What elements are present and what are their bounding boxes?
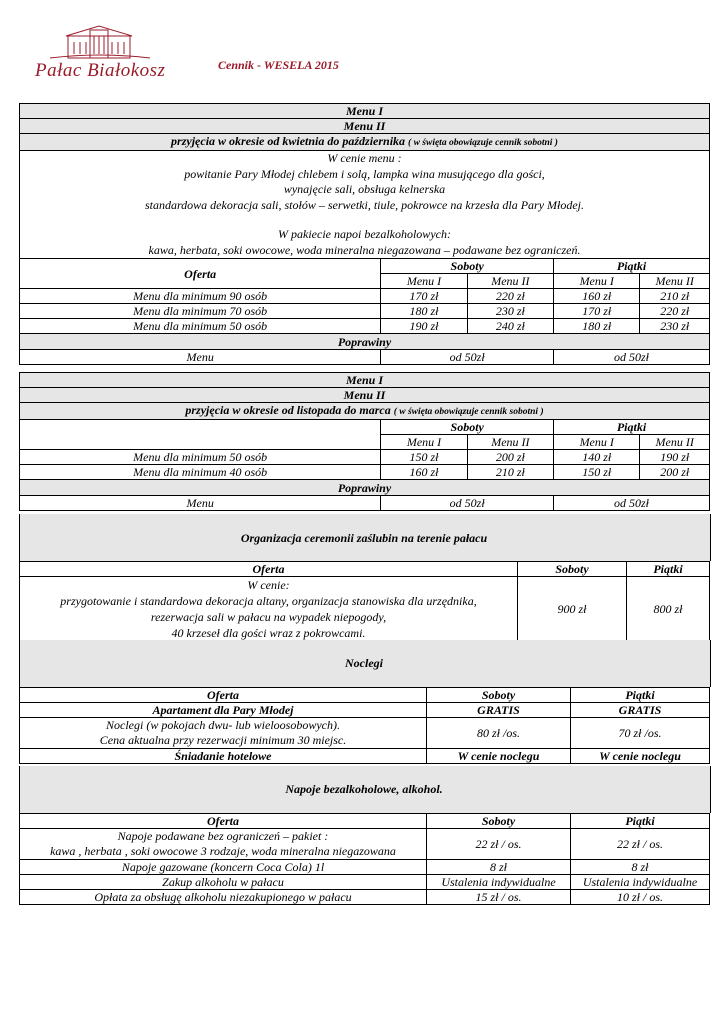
- row-label: Menu dla minimum 40 osób: [20, 465, 381, 480]
- price-cell: 230 zł: [640, 319, 710, 334]
- period-label: [20, 403, 710, 420]
- table-row: [20, 829, 710, 860]
- friday-header: Piątki: [554, 420, 710, 435]
- row-label: Menu dla minimum 50 osób: [20, 450, 381, 465]
- table-row: [20, 350, 710, 365]
- menu2-label: Menu II: [20, 388, 710, 403]
- offer-header: Oferta: [20, 562, 518, 577]
- price-cell: 210 zł: [467, 465, 553, 480]
- sub-header: Menu I: [381, 435, 467, 450]
- price-cell: 10 zł / os.: [571, 890, 710, 905]
- row-label: [20, 829, 427, 860]
- row-label: Zakup alkoholu w pałacu: [20, 875, 427, 890]
- label-line: Noclegi (w pokojach dwu- lub wieloosobowych).: [106, 718, 340, 732]
- price-cell: 160 zł: [381, 465, 467, 480]
- menu-spring-table: [19, 103, 710, 365]
- period-label: [20, 134, 710, 151]
- label-line: Cena aktualna przy rezerwacji minimum 30 miejsc.: [99, 733, 347, 747]
- menu1-label: Menu I: [20, 104, 710, 119]
- table-row: [20, 860, 710, 875]
- drinks-table: [19, 813, 710, 905]
- label-line: kawa , herbata , soki owocowe 3 rodzaje, woda mineralna niegazowana: [50, 844, 396, 858]
- lodging-table: [19, 687, 710, 764]
- price-cell: Ustalenia indywidualne: [571, 875, 710, 890]
- price-cell: 22 zł / os.: [427, 829, 571, 860]
- period-text: przyjęcia w okresie od listopada do marca: [185, 403, 391, 417]
- ceremony-table: [19, 561, 710, 642]
- price-cell: od 50zł: [554, 496, 710, 511]
- label-line: Napoje podawane bez ograniczeń – pakiet :: [117, 829, 329, 843]
- sub-header: Menu I: [554, 435, 640, 450]
- ceremony-title: Organizacja ceremonii zaślubin na terenie pałacu: [240, 531, 488, 545]
- price-cell: od 50zł: [554, 350, 710, 365]
- friday-header: Piątki: [571, 814, 710, 829]
- table-row: [20, 496, 710, 511]
- price-cell: 180 zł: [381, 304, 467, 319]
- row-label: Menu dla minimum 50 osób: [20, 319, 381, 334]
- table-row: [20, 875, 710, 890]
- offer-header: Oferta: [20, 814, 427, 829]
- price-cell: Ustalenia indywidualne: [427, 875, 571, 890]
- price-includes-line: wynajęcie sali, obsługa kelnerska: [283, 182, 446, 196]
- price-cell: 150 zł: [381, 450, 467, 465]
- price-cell: 22 zł / os.: [571, 829, 710, 860]
- sub-header: Menu I: [554, 274, 640, 289]
- table-row: [20, 465, 710, 480]
- lodging-title: Noclegi: [345, 656, 383, 670]
- price-cell: 190 zł: [381, 319, 467, 334]
- table-row: [20, 289, 710, 304]
- price-cell: 230 zł: [467, 304, 553, 319]
- price-cell: GRATIS: [571, 703, 710, 718]
- price-cell: 80 zł /os.: [427, 718, 571, 749]
- drinks-title: Napoje bezalkoholowe, alkohol.: [285, 782, 443, 796]
- drinks-title: W pakiecie napoi bezalkoholowych:: [278, 227, 451, 241]
- friday-header: Piątki: [554, 259, 710, 274]
- table-row: [20, 890, 710, 905]
- row-label: Śniadanie hotelowe: [20, 749, 427, 764]
- saturday-header: Soboty: [518, 562, 627, 577]
- menu-winter-table: [19, 372, 710, 511]
- price-cell: od 50zł: [381, 350, 554, 365]
- price-includes-block: [20, 151, 710, 259]
- price-cell: 900 zł: [518, 577, 627, 642]
- price-cell: GRATIS: [427, 703, 571, 718]
- price-cell: 170 zł: [381, 289, 467, 304]
- drinks-text: kawa, herbata, soki owocowe, woda mineralna niegazowana – podawane bez ograniczeń.: [148, 242, 581, 257]
- price-cell: 220 zł: [640, 304, 710, 319]
- price-cell: 200 zł: [467, 450, 553, 465]
- row-label: Apartament dla Pary Młodej: [20, 703, 427, 718]
- price-cell: 210 zł: [640, 289, 710, 304]
- sub-header: Menu II: [640, 435, 710, 450]
- price-includes-line: powitanie Pary Młodej chlebem i solą, lampka wina musującego dla gości,: [184, 166, 545, 181]
- poprawiny-header: Poprawiny: [20, 334, 710, 350]
- period-note: ( w święta obowiązuje cennik sobotni ): [393, 407, 544, 417]
- price-cell: 200 zł: [640, 465, 710, 480]
- saturday-header: Soboty: [381, 420, 554, 435]
- table-row: [20, 450, 710, 465]
- price-cell: 190 zł: [640, 450, 710, 465]
- document-title: Cennik - WESELA 2015: [218, 58, 339, 72]
- desc-line: W cenie:: [247, 578, 290, 592]
- logo-text: Pałac Białokosz: [35, 60, 166, 81]
- sub-header: Menu II: [467, 435, 553, 450]
- period-note: ( w święta obowiązuje cennik sobotni ): [408, 138, 558, 148]
- sub-header: Menu II: [467, 274, 553, 289]
- menu2-label: Menu II: [20, 119, 710, 134]
- sub-header: Menu I: [381, 274, 467, 289]
- row-label: Opłata za obsługę alkoholu niezakupionego w pałacu: [20, 890, 427, 905]
- price-cell: 800 zł: [627, 577, 710, 642]
- saturday-header: Soboty: [427, 814, 571, 829]
- price-cell: 15 zł / os.: [427, 890, 571, 905]
- table-row: [20, 319, 710, 334]
- row-label: Napoje gazowane (koncern Coca Cola) 1l: [20, 860, 427, 875]
- row-label: Menu: [20, 496, 381, 511]
- price-cell: 170 zł: [554, 304, 640, 319]
- poprawiny-header: Poprawiny: [20, 480, 710, 496]
- offer-header: Oferta: [20, 688, 427, 703]
- table-row: [20, 749, 710, 764]
- sub-header: Menu II: [640, 274, 710, 289]
- friday-header: Piątki: [571, 688, 710, 703]
- price-includes-line: standardowa dekoracja sali, stołów – serwetki, tiule, pokrowce na krzesła dla Pary Młodej.: [144, 197, 585, 212]
- price-cell: 160 zł: [554, 289, 640, 304]
- price-cell: 8 zł: [571, 860, 710, 875]
- row-label: Menu dla minimum 90 osób: [20, 289, 381, 304]
- price-cell: 180 zł: [554, 319, 640, 334]
- friday-header: Piątki: [627, 562, 710, 577]
- menu1-label: Menu I: [20, 373, 710, 388]
- price-includes-title: W cenie menu :: [327, 151, 402, 165]
- row-label: Menu dla minimum 70 osób: [20, 304, 381, 319]
- row-label: Menu: [20, 350, 381, 365]
- offer-header: Oferta: [20, 259, 381, 289]
- desc-line: przygotowanie i standardowa dekoracja altany, organizacja stanowiska dla urzędnika,: [60, 594, 477, 608]
- desc-line: 40 krzeseł dla gości wraz z pokrowcami.: [171, 626, 366, 640]
- saturday-header: Soboty: [427, 688, 571, 703]
- price-cell: W cenie noclegu: [427, 749, 571, 764]
- table-row: [20, 703, 710, 718]
- price-cell: 150 zł: [554, 465, 640, 480]
- period-text: przyjęcia w okresie od kwietnia do października: [171, 134, 406, 148]
- table-row: [20, 718, 710, 749]
- price-cell: W cenie noclegu: [571, 749, 710, 764]
- saturday-header: Soboty: [381, 259, 554, 274]
- row-label: [20, 718, 427, 749]
- price-cell: 240 zł: [467, 319, 553, 334]
- price-cell: 8 zł: [427, 860, 571, 875]
- price-cell: 220 zł: [467, 289, 553, 304]
- table-row: [20, 304, 710, 319]
- price-cell: od 50zł: [381, 496, 554, 511]
- price-cell: 140 zł: [554, 450, 640, 465]
- ceremony-desc: [20, 577, 518, 642]
- price-cell: 70 zł /os.: [571, 718, 710, 749]
- desc-line: rezerwacja sali w pałacu na wypadek niepogody,: [150, 610, 387, 624]
